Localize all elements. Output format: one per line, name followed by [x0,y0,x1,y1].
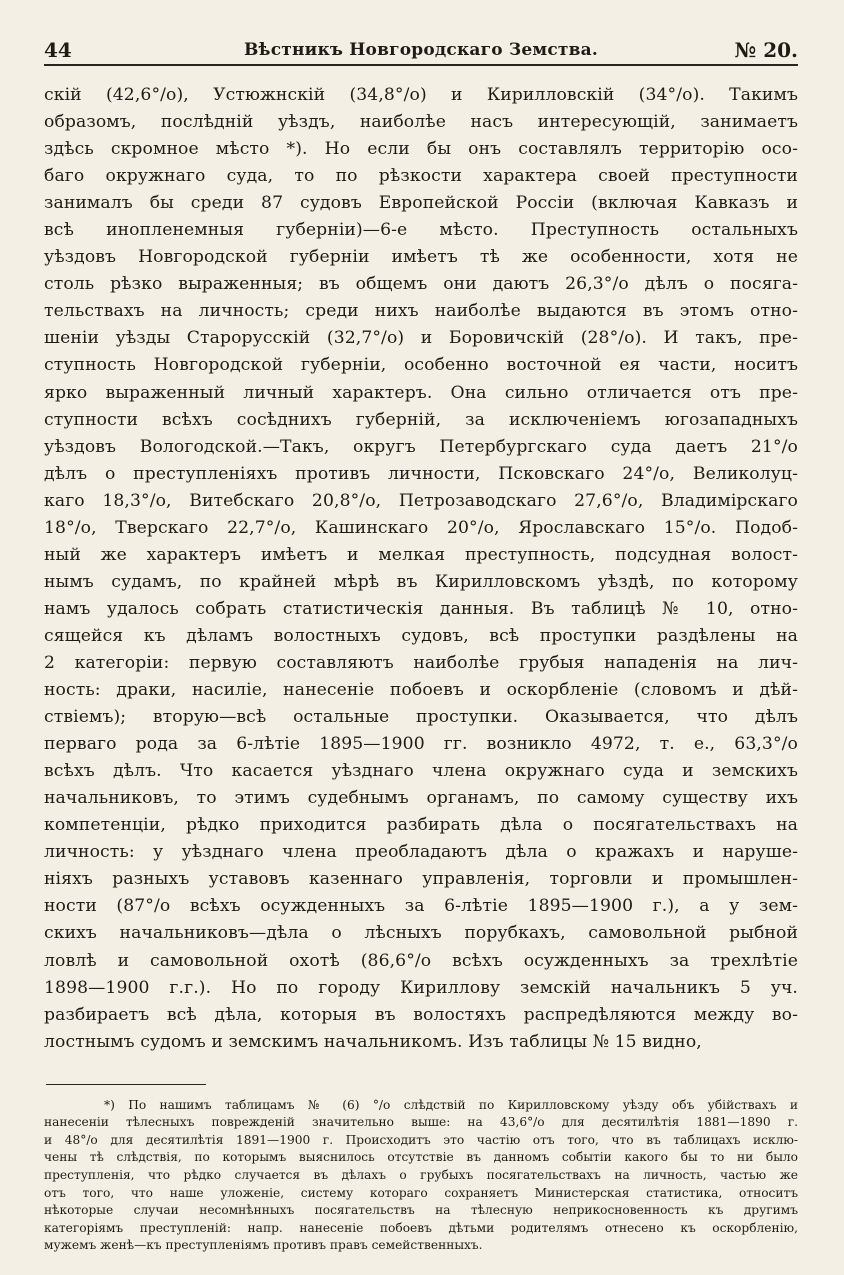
footnote-line: категоріямъ преступленій: напр. нанесеніе побоевъ дѣтьми родителямъ отнесено къ оскорбленію, [44,1220,798,1235]
body-line: тельствахъ на личность; среди нихъ наиболѣе выдаются въ этомъ отно- [44,301,798,322]
body-line: начальниковъ, то этимъ судебнымъ органамъ, по самому существу ихъ [44,788,798,809]
footnote-line: мужемъ женѣ—къ преступленіямъ противъ правъ семейственныхъ. [44,1238,483,1253]
body-line: сящейся къ дѣламъ волостныхъ судовъ, всѣ проступки раздѣлены на [44,625,798,646]
footnote-line: чены тѣ слѣдствія, по которымъ выяснилось отсутствіе въ данномъ событіи какого бы то ни было [44,1150,798,1165]
body-line: всѣ инопленемныя губерніи)—6-е мѣсто. Преступность остальныхъ [44,220,798,241]
body-line: ствіемъ); вторую—всѣ остальные проступки. Оказывается, что дѣлъ [44,707,798,728]
footnote-line: нанесеніи тѣлесныхъ поврежденій значительно выше: на 43,6°/о для десятилѣтія 1881—1890 г. [44,1115,798,1130]
body-line: дѣлъ о преступленіяхъ противъ личности, Псковскаго 24°/о, Великолуц- [44,463,798,484]
body-line: намъ удалось собрать статистическія данныя. Въ таблицѣ № 10, отно- [44,598,798,619]
body-line: компетенціи, рѣдко приходится разбирать дѣла о посягательствахъ на [44,815,798,836]
page-number: 44 [44,38,72,62]
body-line: ступность Новгородской губерніи, особенно восточной ея части, носитъ [44,355,798,376]
body-line: образомъ, послѣдній уѣздъ, наиболѣе насъ интересующій, занимаетъ [44,112,798,133]
footnotes [44,1097,798,1255]
body-line: 18°/о, Тверскаго 22,7°/о, Кашинскаго 20°/о, Ярославскаго 15°/о. Подоб- [44,517,798,538]
book-page [44,36,798,1255]
body-line: ступности всѣхъ сосѣднихъ губерній, за исключеніемъ югозападныхъ [44,409,798,430]
body-line: каго 18,3°/о, Витебскаго 20,8°/о, Петрозаводскаго 27,6°/о, Владимірскаго [44,490,798,511]
footnote-line: преступленія, что рѣдко случается въ дѣлахъ о грубыхъ посягательствахъ на личность, частью же [44,1168,798,1183]
running-head [44,36,798,64]
body-line: личность: у уѣзднаго члена преобладаютъ дѣла о кражахъ и наруше- [44,842,798,863]
body-line: разбираетъ всѣ дѣла, которыя въ волостяхъ распредѣляются между во- [44,1004,798,1025]
body-line: шеніи уѣзды Старорусскій (32,7°/о) и Боровичскій (28°/о). И такъ, пре- [44,328,798,349]
journal-title: Вѣстникъ Новгородскаго Земства. [243,40,598,60]
footnote-line: отъ того, что наше уложеніе, систему котораго сохраняетъ Министерская статистика, относитъ [44,1185,798,1200]
body-line: скихъ начальниковъ—дѣла о лѣсныхъ порубкахъ, самовольной рыбной [44,923,798,944]
body-line: ярко выраженный личный характеръ. Она сильно отличается отъ пре- [44,382,798,403]
body-line: здѣсь скромное мѣсто *). Но если бы онъ составлялъ территорію осо- [44,139,798,160]
body-line: 2 категоріи: первую составляютъ наиболѣе грубыя нападенія на лич- [44,652,798,673]
body-line: ный же характеръ имѣетъ и мелкая преступность, подсудная волост- [44,544,798,565]
header-rule [44,64,798,66]
body-line: ность: драки, насиліе, нанесеніе побоевъ и оскорбленіе (словомъ и дѣй- [44,680,798,701]
body-line: ніяхъ разныхъ уставовъ казеннаго управленія, торговли и промышлен- [44,869,798,890]
footnote-line: *) По нашимъ таблицамъ № (6) °/о слѣдствій по Кирилловскому уѣзду объ убійствахъ и [104,1097,798,1112]
body-line: 1898—1900 г.г.). Но по городу Кириллову земскій начальникъ 5 уч. [44,977,798,998]
body-line: перваго рода за 6-лѣтіе 1895—1900 гг. возникло 4972, т. е., 63,3°/о [44,734,798,755]
body-line: уѣздовъ Новгородской губерніи имѣетъ тѣ же особенности, хотя не [44,247,798,268]
body-line: столь рѣзко выраженныя; въ общемъ они даютъ 26,3°/о дѣлъ о посяга- [44,274,798,295]
issue-number: № 20. [734,38,798,62]
body-line: баго окружнаго суда, то по рѣзкости характера своей преступности [44,166,798,187]
body-line: нымъ судамъ, по крайней мѣрѣ въ Кирилловскомъ уѣздѣ, по которому [44,571,798,592]
footnote-line: нѣкоторые случаи несомнѣнныхъ посягательствъ на тѣлесную неприкосновенность къ другимъ [44,1203,798,1218]
footnote-line: и 48°/о для десятилѣтія 1891—1900 г. Происходитъ это частію отъ того, что въ таблицахъ исклю- [44,1132,798,1147]
footnote-rule [46,1084,206,1085]
body-text [44,82,798,1056]
body-line: занималъ бы среди 87 судовъ Европейской Россіи (включая Кавказъ и [44,193,798,214]
body-line: всѣхъ дѣлъ. Что касается уѣзднаго члена окружнаго суда и земскихъ [44,761,798,782]
body-line: ловлѣ и самовольной охотѣ (86,6°/о всѣхъ осужденныхъ за трехлѣтіе [44,950,798,971]
body-line: скій (42,6°/о), Устюжнскій (34,8°/о) и Кирилловскій (34°/о). Такимъ [44,85,798,105]
body-line: уѣздовъ Вологодской.—Такъ, округъ Петербургскаго суда даетъ 21°/о [44,436,798,457]
body-line: лостнымъ судомъ и земскимъ начальникомъ. Изъ таблицы № 15 видно, [44,1031,702,1052]
body-line: ности (87°/о всѣхъ осужденныхъ за 6-лѣтіе 1895—1900 г.), а у зем- [44,896,798,917]
